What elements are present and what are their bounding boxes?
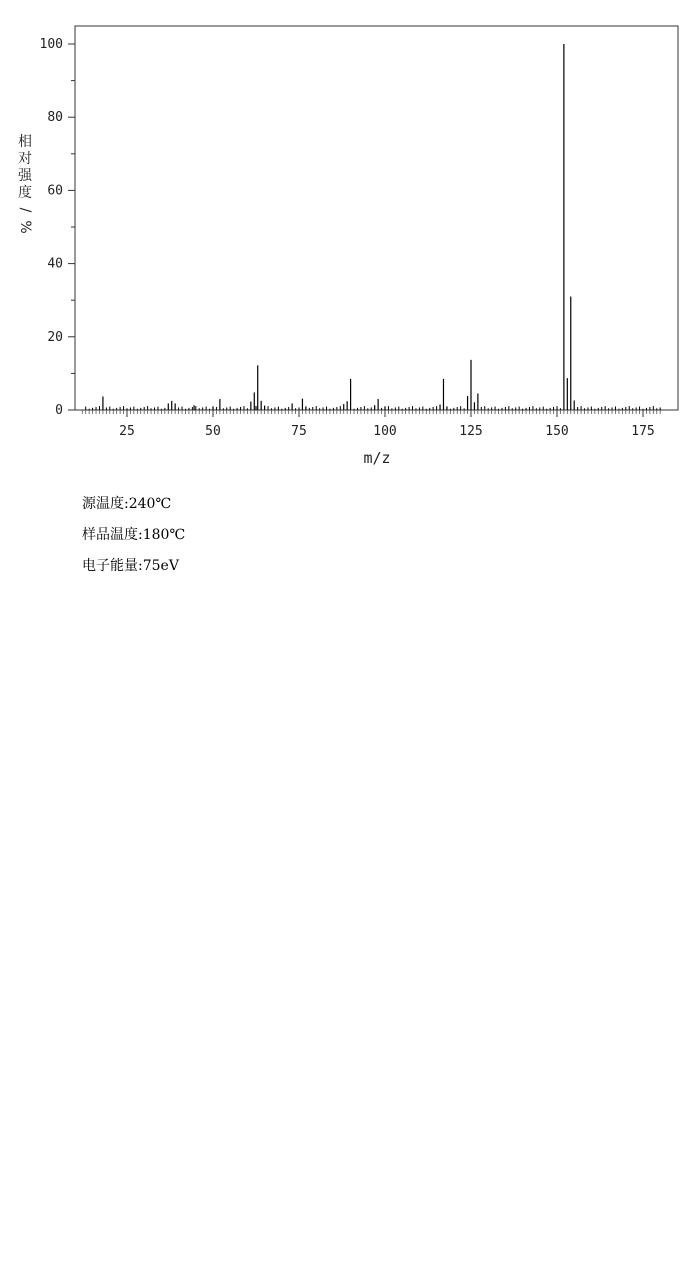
y-axis-label: [17, 133, 33, 234]
param-source-temp: 源温度:240℃: [82, 496, 172, 512]
y-axis-label-char: 度: [18, 185, 32, 201]
param-label: 电子能量: [82, 558, 138, 574]
param-label: 源温度: [82, 496, 124, 512]
x-minor-ticks: [82, 410, 660, 414]
x-tick-label: 25: [119, 424, 135, 439]
y-minor-ticks: [71, 81, 75, 374]
param-value: 180℃: [142, 527, 186, 543]
mass-spectrum-chart: [0, 0, 687, 478]
x-tick-label: 150: [545, 424, 569, 439]
x-tick-label: 75: [291, 424, 307, 439]
plot-frame: [75, 26, 678, 410]
x-tick-label: 125: [459, 424, 483, 439]
x-axis-ticks: [119, 410, 655, 439]
param-electron-energy: 电子能量:75eV: [82, 558, 179, 574]
x-tick-label: 175: [631, 424, 655, 439]
y-tick-label: 100: [39, 37, 63, 52]
param-value: 75eV: [142, 558, 179, 574]
y-tick-label: 80: [47, 110, 63, 126]
y-axis-label-char: /: [17, 207, 33, 213]
y-axis-label-char: 对: [18, 151, 32, 167]
param-value: 240℃: [128, 496, 172, 512]
param-sample-temp: 样品温度:180℃: [82, 527, 186, 543]
y-tick-label: 40: [47, 256, 63, 272]
y-axis-label-char: 相: [18, 134, 32, 150]
x-tick-label: 100: [373, 424, 397, 439]
peak-bars: [103, 44, 574, 410]
x-axis-label: m/z: [363, 449, 391, 467]
y-tick-label: 20: [47, 329, 63, 345]
y-axis-ticks: [40, 37, 75, 418]
x-tick-label: 50: [205, 424, 221, 439]
y-tick-label: 60: [47, 183, 63, 199]
param-label: 样品温度: [82, 527, 138, 543]
y-axis-label-char: %: [17, 220, 33, 234]
y-axis-label-char: 强: [18, 168, 32, 184]
y-tick-label: 0: [55, 403, 63, 418]
instrument-params: [82, 494, 185, 587]
